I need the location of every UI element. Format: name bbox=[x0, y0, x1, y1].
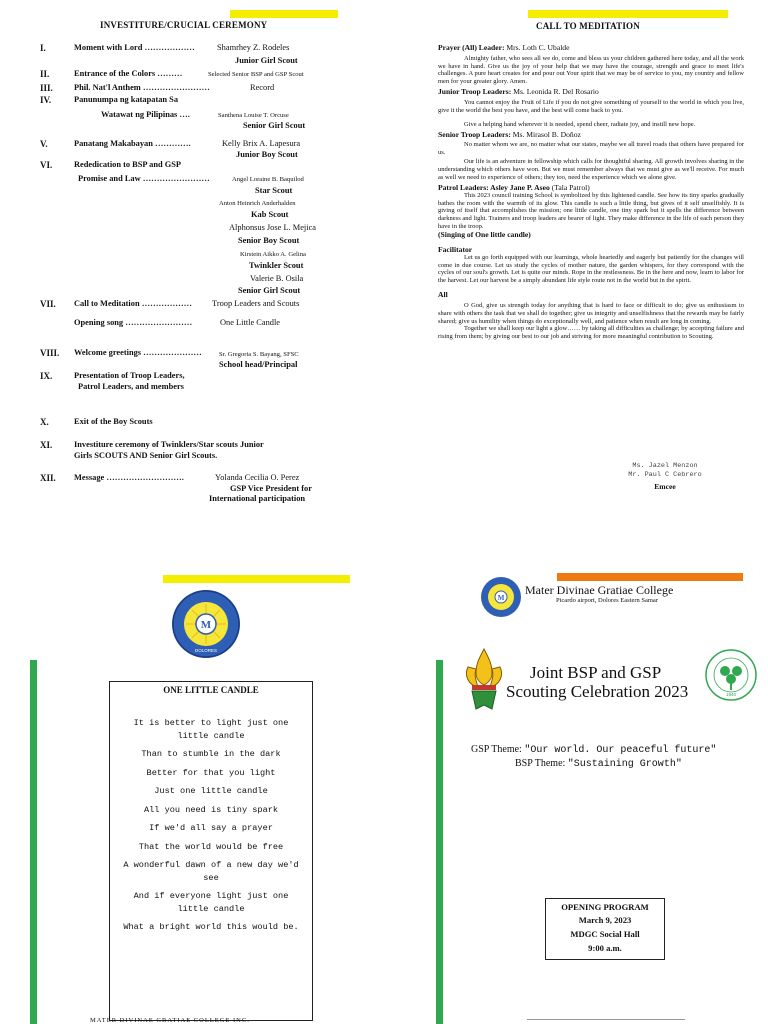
bsp-theme-label: BSP Theme: bbox=[515, 758, 566, 769]
candle-title: ONE LITTLE CANDLE bbox=[163, 685, 259, 695]
item-number: V. bbox=[40, 139, 48, 149]
item-label: Panunumpa ng katapatan Sa bbox=[74, 95, 179, 104]
gsp-theme-text: "Our world. Our peaceful future" bbox=[524, 745, 717, 756]
seal-bottom-text: DOLORES bbox=[194, 648, 218, 653]
scout-name: Alphonsus Jose L. Mejica bbox=[229, 223, 316, 232]
item-number: I. bbox=[40, 43, 46, 53]
orange-accent-bar bbox=[557, 573, 743, 581]
item-value: Angel Loraine B. Baquilod bbox=[232, 176, 304, 183]
role: Senior Girl Scout bbox=[238, 286, 301, 295]
heading-name: Ms. Leonida R. Del Rosario bbox=[513, 87, 599, 97]
item-sub: School head/Principal bbox=[219, 360, 298, 369]
opening-program-box bbox=[545, 898, 665, 960]
gsp-logo bbox=[704, 648, 758, 702]
item-label: Panatang Makabayan …………. bbox=[74, 139, 191, 148]
yellow-accent-bar bbox=[230, 10, 338, 18]
item-label-2: Watawat ng Pilipinas …. bbox=[101, 110, 190, 119]
block-heading: All bbox=[438, 290, 448, 300]
item-value: Troop Leaders and Scouts bbox=[212, 299, 300, 308]
heading-text: Junior Troop Leaders: bbox=[438, 87, 512, 97]
item-label: Opening song …………………… bbox=[74, 318, 193, 327]
gsp-theme-label: GSP Theme: bbox=[471, 744, 522, 755]
item-value: Selected Senior BSP and GSP Scout bbox=[208, 71, 304, 78]
lyric-line: And if everyone light just one little candle bbox=[133, 891, 289, 914]
emcee-name: Ms. Jazel Menzon bbox=[632, 462, 698, 470]
item-label: Moment with Lord ……………… bbox=[74, 43, 195, 52]
yellow-accent-bar bbox=[528, 10, 728, 18]
item-sub: Senior Girl Scout bbox=[243, 121, 306, 130]
item-number: IX. bbox=[40, 371, 53, 381]
candle-lyrics-box bbox=[109, 681, 313, 1021]
block-paragraph: O God, give us strength today for anything that is hard to face or difficult to do; give us enthusiasm to share with others the task that we shall do together; give us integrity and unselfishness that the rewards may be fairly shared; give us humility when things do exceptionally well, and patience when result are long in coming. bbox=[438, 302, 744, 325]
block-heading bbox=[438, 87, 744, 96]
green-side-bar bbox=[436, 660, 443, 1024]
college-address: Picardo airport, Dolores Eastern Samar bbox=[556, 597, 658, 604]
item-label-2: Girls SCOUTS AND Senior Girl Scouts. bbox=[74, 451, 218, 460]
lyric-line: All you need is tiny spark bbox=[143, 804, 279, 815]
emcee-label: Emcee bbox=[654, 482, 676, 491]
block-paragraph: Our life is an adventure in fellowship which calls for thoughtful sharing. All growth involves sharing in the understanding which others have won. But we must remember always that we must give as we'll receive. For much as well we need to experience of others; they too, need the experience which we alone give. bbox=[438, 158, 744, 181]
block-paragraph: This 2023 council training School is symbolized by this lightened candle. See how its tiny sparks gradually bathes the room with the warmth of its glow. This candle is such a little thing, but gives of it self unselfishly. It is giving of itself that accomplishes the mission; one little candle, one tiny spark but it spells the difference between darkness and light. Trainers and troop leaders are bearer of light. They make difference in the life of each person they have in the troop. bbox=[438, 192, 744, 230]
item-number: VI. bbox=[40, 160, 53, 170]
block-heading: Facilitator bbox=[438, 245, 473, 255]
heading-text: Prayer (All) Leader: bbox=[438, 43, 505, 52]
item-value: Santhena Louise T. Orcuse bbox=[218, 112, 289, 119]
item-label: Investiture ceremony of Twinklers/Star scouts Junior bbox=[74, 440, 264, 449]
role: Twinkler Scout bbox=[249, 261, 304, 270]
emcee-block bbox=[600, 462, 730, 491]
block-paragraph: Almighty father, who sees all we do, come and bless us your children gathered here today, and all the work we have in hand. Give us the joy of your help that we may have the courage, strength and grace to meet life's challenges. A pure heart creates for and pour out Your spirit that we may be of service to you, my country and fellow men for your greater glory. Amen. bbox=[438, 55, 744, 85]
item-sub: Junior Boy Scout bbox=[236, 150, 298, 159]
heading-text: Patrol Leaders: Asley Jane P. Aseo bbox=[438, 183, 550, 193]
lyric-line: Than to stumble in the dark bbox=[141, 749, 281, 759]
item-label: Exit of the Boy Scouts bbox=[74, 417, 153, 426]
lyric-line: That the world would be free bbox=[138, 841, 284, 852]
role: Star Scout bbox=[255, 186, 293, 195]
emcee-name: Mr. Paul C Cebrero bbox=[628, 471, 702, 479]
college-seal-small bbox=[480, 576, 522, 618]
college-seal bbox=[170, 588, 242, 660]
gsp-theme-row bbox=[471, 744, 716, 756]
item-number: IV. bbox=[40, 95, 52, 105]
item-value: Record bbox=[250, 83, 275, 92]
item-number: XII. bbox=[40, 473, 56, 483]
college-name: Mater Divinae Gratiae College bbox=[525, 583, 674, 597]
item-label-2: Patrol Leaders, and members bbox=[78, 382, 184, 391]
item-value: Yolanda Cecilia O. Perez bbox=[215, 473, 300, 482]
block-paragraph: You cannot enjoy the Fruit of Life if you do not give something of yourself to the world in which you live, give it the world the best you have, and the best will come back to you. bbox=[438, 99, 744, 114]
scout-name: Valerie B. Osila bbox=[250, 274, 304, 283]
item-value: Sr. Gregoria S. Bayang, SFSC bbox=[219, 351, 299, 358]
heading-text: Senior Troop Leaders: bbox=[438, 130, 511, 140]
program-time: 9:00 a.m. bbox=[588, 943, 622, 953]
scout-name: Kirstein Aikko A. Gelina bbox=[240, 251, 306, 258]
block-paragraph: Give a helping hand wherever it is needed, spend cheer, radiate joy, and instill new hope. bbox=[464, 120, 696, 128]
block-heading bbox=[438, 130, 744, 139]
item-sub-2: International participation bbox=[209, 494, 306, 503]
event-title-2: Scouting Celebration 2023 bbox=[506, 682, 689, 701]
lyric-line: Just one little candle bbox=[154, 786, 268, 796]
bsp-logo bbox=[462, 645, 506, 713]
scout-name: Anton Heinrich Anderhalden bbox=[219, 200, 296, 207]
program-date: March 9, 2023 bbox=[578, 915, 632, 925]
item-label: Rededication to BSP and GSP bbox=[74, 160, 182, 169]
svg-text:M: M bbox=[200, 619, 212, 631]
green-side-bar bbox=[30, 660, 37, 1024]
item-label: Phil. Nat'l Anthem …………………… bbox=[74, 83, 210, 92]
item-value: Kelly Brix A. Lapesura bbox=[222, 139, 301, 148]
item-label: Call to Meditation ……………… bbox=[74, 299, 192, 308]
svg-text:M: M bbox=[497, 594, 505, 602]
yellow-accent-bar bbox=[163, 575, 350, 583]
role: Senior Boy Scout bbox=[238, 236, 300, 245]
event-title-1: Joint BSP and GSP bbox=[530, 663, 662, 682]
bottom-rule bbox=[527, 1019, 685, 1020]
program-venue: MDGC Social Hall bbox=[570, 929, 640, 939]
lyric-line: If we'd all say a prayer bbox=[149, 823, 273, 833]
meditation-title: CALL TO MEDITATION bbox=[536, 21, 640, 31]
block-heading bbox=[438, 183, 744, 192]
block-paragraph: No matter whom we are, no matter what our states, maybe we all travel roads that others have prepared for us. bbox=[438, 141, 744, 156]
item-label: Presentation of Troop Leaders, bbox=[74, 371, 185, 380]
bsp-theme-row bbox=[515, 758, 682, 770]
block-paragraph: Together we shall keep our light a glow…… by taking all difficulties as challenge; by accepting failure and rising from them; by giving our best to our job and striving for more meaningful contribution to Scouting. bbox=[438, 325, 744, 340]
gsp-year: 1940 bbox=[725, 692, 737, 697]
investiture-title: INVESTITURE/CRUCIAL CEREMONY bbox=[100, 20, 268, 30]
item-number: X. bbox=[40, 417, 49, 427]
block-heading bbox=[438, 43, 744, 52]
item-number: XI. bbox=[40, 440, 53, 450]
item-number: VII. bbox=[40, 299, 56, 309]
bsp-theme-text: "Sustaining Growth" bbox=[567, 759, 682, 770]
candle-footer: MATER DIVINAE GRATIAE COLLEGE INC. bbox=[90, 1017, 250, 1024]
item-label: Entrance of the Colors ……… bbox=[74, 69, 183, 78]
lyric-line: Better for that you light bbox=[146, 767, 276, 778]
block-paragraph: Let us go forth equipped with our learnings, whole heartedly and eagerly but patiently for the changes will come in due course. Let us study the cycles of mother nature, the garden whispers, for they correspond with the cycles of our soul's growth. Let is quite our minds. Rope in the restlessness. Be in the here and now, learn to labor for the harvest. Let our harvest be a simply abundant life style route not in the world but in the spirit. bbox=[438, 254, 744, 284]
item-label: Welcome greetings ………………… bbox=[74, 348, 202, 357]
role: Kab Scout bbox=[251, 210, 289, 219]
lyric-line: What a bright world this would be. bbox=[123, 922, 299, 932]
item-number: VIII. bbox=[40, 348, 60, 358]
item-label-2: Promise and Law …………………… bbox=[78, 174, 210, 183]
heading-name: Ms. Mirasol B. Doñoz bbox=[512, 130, 581, 140]
item-sub: Junior Girl Scout bbox=[235, 56, 298, 65]
item-value: Shamrhey Z. Rodeles bbox=[217, 43, 290, 52]
heading-name: Mrs. Loth C. Ubalde bbox=[506, 43, 570, 52]
program-title: OPENING PROGRAM bbox=[561, 902, 649, 912]
item-number: II. bbox=[40, 69, 50, 79]
item-label: Message ………………………. bbox=[74, 473, 184, 482]
item-number: III. bbox=[40, 83, 53, 93]
item-sub: GSP Vice President for bbox=[230, 484, 312, 493]
heading-name: (Tala Patrol) bbox=[551, 183, 590, 193]
block-heading: (Singing of One little candle) bbox=[438, 230, 531, 240]
item-value: One Little Candle bbox=[220, 318, 281, 327]
lyric-line: It is better to light just one little candle bbox=[133, 718, 289, 741]
meditation-body bbox=[438, 43, 744, 340]
lyric-line: A wonderful dawn of a new day we'd see bbox=[123, 860, 299, 883]
